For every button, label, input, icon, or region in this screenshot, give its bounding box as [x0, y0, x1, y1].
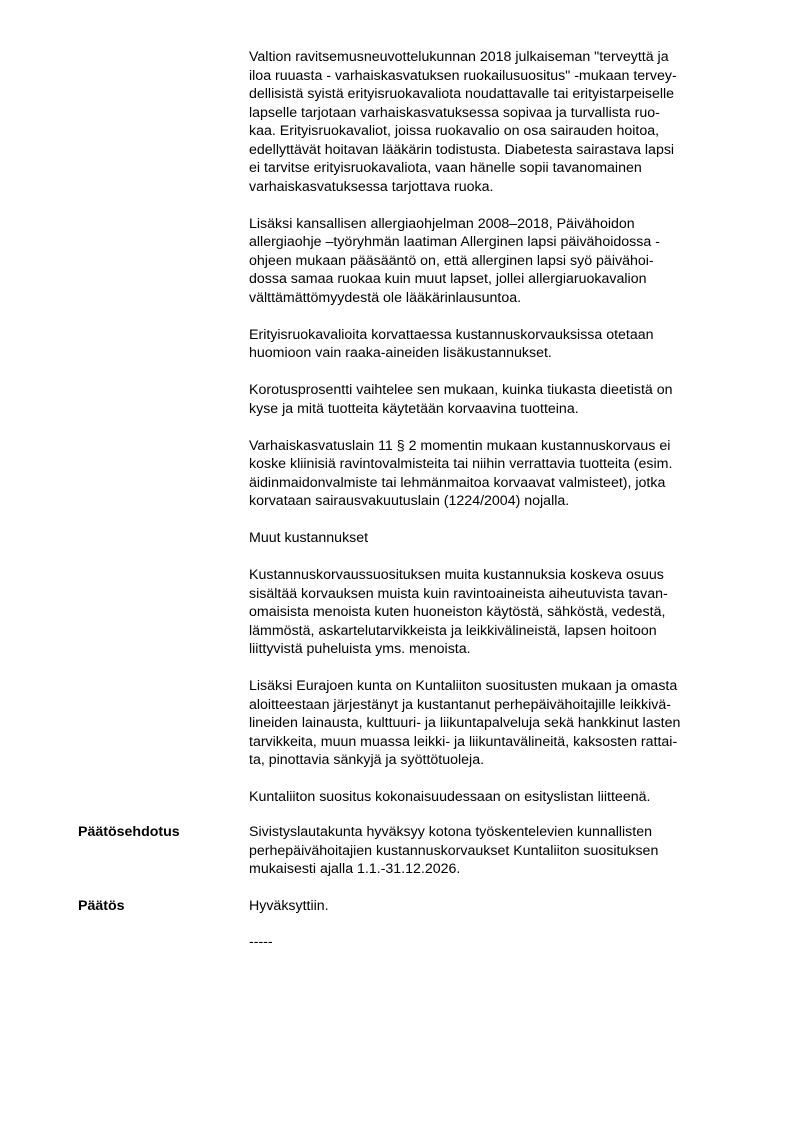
body-text	[249, 48, 739, 807]
paragraph-municipality-services: Lisäksi Eurajoen kunta on Kuntaliiton suositusten mukaan ja omasta aloitteestaan järjestänyt ja kustantanut perhepäivähoitajille leikkivä- lineiden lainausta, kulttuuri- ja liikuntapalveluja sekä hankkinut lasten tarvikkeita, muun muassa leikki- ja liikuntavälineitä, kaksosten rattai- ta, pinottavia sänkyjä ja syöttötuoleja.	[249, 678, 681, 768]
paragraph-other-costs: Kustannuskorvaussuosituksen muita kustannuksia koskeva osuus sisältää korvauksen muista kuin ravintoaineista aiheutuvista tavan- omaisista menoista kuten huoneiston käytöstä, sähköstä, vedestä, lämmöstä, askartelutarvikkeista ja leikkivälineistä, lapsen hoitoon liittyvistä puheluista yms. menoista.	[249, 567, 668, 657]
paragraph-special-diet-costs: Erityisruokavalioita korvattaessa kustannuskorvauksissa otetaan huomioon vain raaka-aineiden lisäkustannukset.	[249, 326, 654, 361]
decision-proposal-text: Sivistyslautakunta hyväksyy kotona työskentelevien kunnallisten perhepäivähoitajien kustannuskorvaukset Kuntaliiton suosituksen mukaisesti ajalla 1.1.-31.12.2026.	[249, 824, 659, 877]
decision-label: Päätös	[78, 898, 125, 914]
decision-proposal-label: Päätösehdotus	[78, 824, 180, 840]
paragraph-early-education-law: Varhaiskasvatuslain 11 § 2 momentin mukaan kustannuskorvaus ei koske kliinisiä ravintovalmisteita tai niihin verrattavia tuotteita (esim. äidinmaidonvalmiste tai lehmänmaitoa korvaavat valmisteet), jotka korvataan sairausvakuutuslain (1224/2004) nojalla.	[249, 437, 673, 509]
decision-proposal-row	[78, 823, 740, 879]
decision-row	[78, 897, 740, 916]
paragraph-nutrition-recommendation: Valtion ravitsemusneuvottelukunnan 2018 julkaiseman "terveyttä ja iloa ruuasta - varhaiskasvatuksen ruokailusuositus" -mukaan tervey- dellisistä syistä erityisruokavaliota noudattavalle tai erityistarpeiselle lapselle tarjotaan varhaiskasvatuksessa sopivaa ja turvallista ruo- kaa. Erityisruokavaliot, joissa ruokavalio on osa sairauden hoitoa, edellyttävät hoitavan lääkärin todistusta. Diabetesta sairastava lapsi ei tarvitse erityisruokavaliota, vaan hänelle sopii tavanomainen varhaiskasvatuksessa tarjottava ruoka.	[249, 49, 677, 195]
end-marker: -----	[249, 934, 273, 950]
paragraph-allergy-program: Lisäksi kansallisen allergiaohjelman 2008–2018, Päivähoidon allergiaohje –työryhmän laatiman Allerginen lapsi päivähoidossa - ohjeen mukaan pääsääntö on, että allerginen lapsi syö päivähoi- dossa samaa ruokaa kuin muut lapset, jollei allergiaruokavalion välttämättömyydestä ole lääkärinlausuntoa.	[249, 215, 660, 306]
subheading-other-costs: Muut kustannukset	[249, 530, 369, 546]
decision-text: Hyväksyttiin.	[249, 898, 329, 914]
paragraph-attachment-note: Kuntaliiton suositus kokonaisuudessaan on esityslistan liitteenä.	[249, 789, 651, 805]
paragraph-increase-percentage: Korotusprosentti vaihtelee sen mukaan, kuinka tiukasta dieetistä on kyse ja mitä tuotteita käytetään korvaavina tuotteina.	[249, 382, 673, 417]
